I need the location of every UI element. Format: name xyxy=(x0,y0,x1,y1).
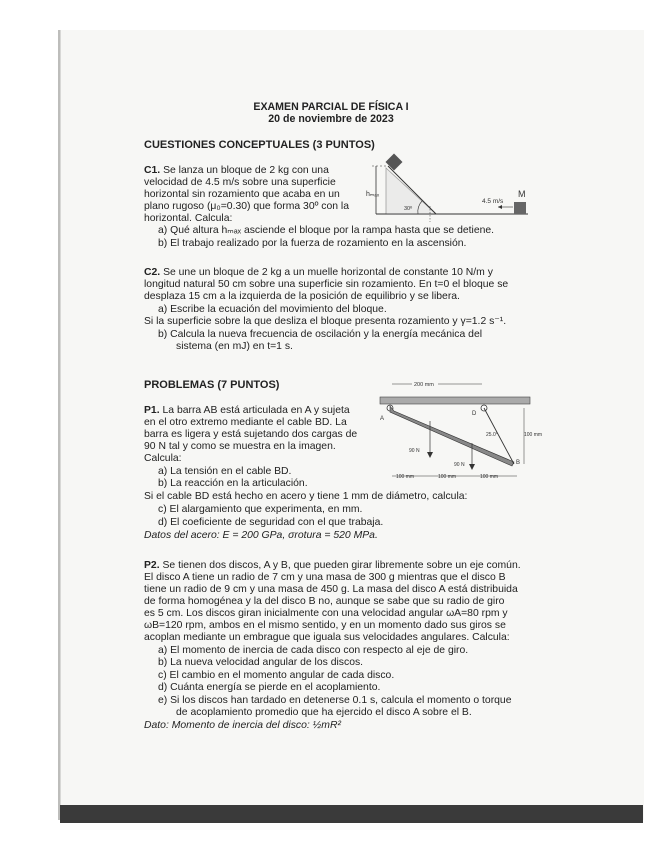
p1-ceiling xyxy=(380,397,530,404)
p1-bar-figure xyxy=(372,378,543,482)
p2-item-a: a) El momento de inercia de cada disco con respecto al eje de giro. xyxy=(158,645,469,656)
exam-date: 20 de noviembre de 2023 xyxy=(268,113,394,125)
p1-label: P1. xyxy=(144,405,160,416)
p1-line-4: 90 N tal y como se muestra en la imagen. xyxy=(144,441,336,452)
p1-line-3: barra es ligera y está sujetando dos cargas de xyxy=(144,429,358,440)
c1-line-2: velocidad de 4.5 m/s sobre una superficie xyxy=(144,177,336,188)
scan-bottom-edge xyxy=(60,805,643,823)
p1-load-2: 90 N xyxy=(454,462,465,468)
c1-line-4: plano rugoso (μ₀=0.30) que forma 30º con la xyxy=(144,201,350,212)
p1-mid-line: Si el cable BD está hecho en acero y tiene 1 mm de diámetro, calcula: xyxy=(144,491,468,502)
p1-item-a: a) La tensión en el cable BD. xyxy=(158,466,292,477)
c1-item-a: a) Qué altura hₘₐₓ asciende el bloque por la rampa hasta que se detiene. xyxy=(158,225,495,236)
p1-load-1: 90 N xyxy=(409,448,420,454)
p2-item-e-cont: de acoplamiento promedio que ha ejercido el disco A sobre el B. xyxy=(176,707,472,718)
p1-line-5: Calcula: xyxy=(144,453,182,464)
p1-angle: 25.0° xyxy=(486,432,498,438)
conceptual-heading: CUESTIONES CONCEPTUALES (3 PUNTOS) xyxy=(144,139,375,151)
p2-item-b: b) La nueva velocidad angular de los discos. xyxy=(158,657,364,668)
c2-line-3: desplaza 15 cm a la izquierda de la posición de equilibrio y se libera. xyxy=(144,291,460,302)
p2-line-3: tiene un radio de 9 cm y una masa de 450 g. La masa del disco A está distribuida xyxy=(144,584,518,595)
p1-bottom-dim-3: 100 mm xyxy=(480,474,499,480)
p2-item-c: c) El cambio en el momento angular de cada disco. xyxy=(158,670,395,681)
p2-line-1 xyxy=(144,560,521,572)
exam-title: EXAMEN PARCIAL DE FÍSICA I xyxy=(253,101,409,113)
p1-right-dim: 100 mm xyxy=(524,432,543,438)
p2-line-4: de forma homogénea y la del disco B no, aunque se sabe que su radio de giro xyxy=(144,596,505,607)
c1-angle-label: 30º xyxy=(404,206,413,212)
p2-line-6: ωB=120 rpm, ambos en el mismo sentido, y en un momento dado sus giros se xyxy=(144,620,506,631)
c2-item-b-1: b) Calcula la nueva frecuencia de oscilación y la energía mecánica del xyxy=(158,329,483,340)
p1-item-b: b) La reacción en la articulación. xyxy=(158,478,308,489)
p2-item-e: e) Si los discos han tardado en detenerse 0.1 s, calcula el momento o torque xyxy=(158,695,512,706)
c1-text-1: Se lanza un bloque de 2 kg con una xyxy=(163,165,329,176)
p1-item-d: d) El coeficiente de seguridad con el que trabaja. xyxy=(158,517,384,528)
p2-data-line: Dato: Momento de inercia del disco: ½mR² xyxy=(144,720,341,731)
c1-speed-label: 4.5 m/s xyxy=(482,198,504,205)
c1-line-1 xyxy=(144,165,329,177)
c1-ramp-figure xyxy=(368,152,533,222)
p1-point-d: D xyxy=(472,411,477,417)
c1-line-5: horizontal. Calcula: xyxy=(144,213,233,224)
p1-bottom-dim-1: 100 mm xyxy=(396,474,415,480)
p2-label: P2. xyxy=(144,560,160,571)
c2-text-1: Se une un bloque de 2 kg a un muelle horizontal de constante 10 N/m y xyxy=(163,267,493,278)
p2-line-7: acoplan mediante un embrague que iguala sus velocidades angulares. Calcula: xyxy=(144,632,510,643)
p1-data-line: Datos del acero: E = 200 GPa, σrotura = 520 MPa. xyxy=(144,530,378,541)
c2-mid-line: Si la superficie sobre la que desliza el bloque presenta rozamiento y γ=1.2 s⁻¹. xyxy=(144,316,507,327)
p1-point-b: B xyxy=(516,460,521,466)
p1-bottom-dim-2: 100 mm xyxy=(438,474,457,480)
p1-item-c: c) El alargamiento que experimenta, en mm. xyxy=(158,504,363,515)
c2-line-2: longitud natural 50 cm sobre una superficie sin rozamiento. En t=0 el bloque se xyxy=(144,279,509,290)
c2-item-a: a) Escribe la ecuación del movimiento del bloque. xyxy=(158,304,387,315)
p2-item-d: d) Cuánta energía se pierde en el acoplamiento. xyxy=(158,682,381,693)
p2-text-1: Se tienen dos discos, A y B, que pueden girar libremente sobre un eje común. xyxy=(162,560,521,571)
c1-label: C1. xyxy=(144,165,161,176)
p2-line-2: El disco A tiene un radio de 7 cm y una masa de 300 g mientras que el disco B xyxy=(144,572,506,583)
c2-label: C2. xyxy=(144,267,161,278)
p2-line-5: es 5 cm. Los discos giran inicialmente con una velocidad angular ωA=80 rpm y xyxy=(144,608,508,619)
p1-line-1 xyxy=(144,405,350,417)
c1-hmax-label: hₘₐₓ xyxy=(366,191,380,198)
p1-top-dim: 200 mm xyxy=(414,382,434,388)
c2-line-1 xyxy=(144,267,493,279)
c1-line-3: horizontal sin rozamiento que acaba en un xyxy=(144,189,340,200)
c1-item-b: b) El trabajo realizado por la fuerza de rozamiento en la ascensión. xyxy=(158,238,467,249)
c1-block-m xyxy=(514,202,526,214)
p1-text-1: La barra AB está articulada en A y sujeta xyxy=(162,405,350,416)
c1-ramp-block xyxy=(386,154,403,171)
p1-point-a: A xyxy=(380,416,385,422)
c1-mass-label: M xyxy=(518,189,526,199)
p1-line-2: en el otro extremo mediante el cable BD. La xyxy=(144,417,347,428)
c2-item-b-2: sistema (en mJ) en t=1 s. xyxy=(176,341,293,352)
problems-heading: PROBLEMAS (7 PUNTOS) xyxy=(144,379,280,391)
